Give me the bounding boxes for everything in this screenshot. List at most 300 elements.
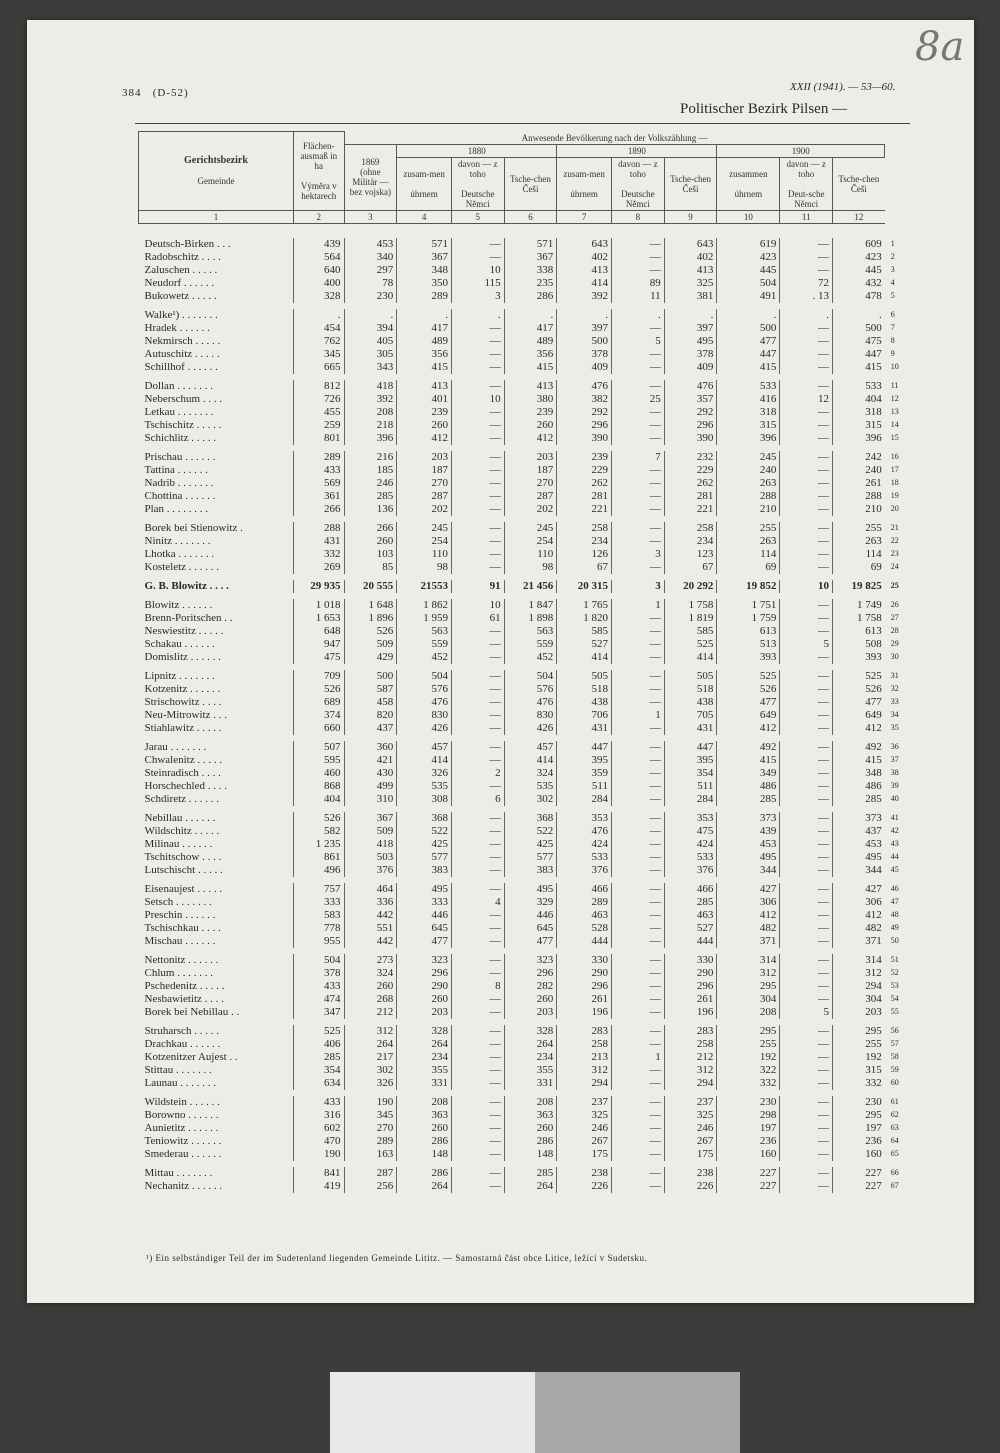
table-cell: 525 [664,638,717,651]
table-cell: 208 [344,406,397,419]
table-cell: — [780,451,833,464]
table-cell: 353 [664,812,717,825]
table-cell: 10 [451,264,504,277]
table-cell: 757 [293,883,344,896]
municipality-name: Struharsch . . . . . [144,1025,220,1037]
table-cell: 292 [557,406,612,419]
municipality-name: Launau . . . . . . . [144,1077,216,1089]
row-number: 18 [890,478,899,487]
table-cell: 477 [833,696,885,709]
row-number: 31 [890,671,899,680]
table-cell: 415 [717,754,780,767]
table-cell: 263 [717,477,780,490]
table-cell: 762 [293,335,344,348]
table-cell: — [780,864,833,877]
table-cell: — [451,864,504,877]
table-row [139,683,909,696]
table-cell: 350 [397,277,452,290]
table-row [139,419,909,432]
row-number: 52 [890,968,899,977]
table-cell: 192 [717,1051,780,1064]
table-cell: 264 [504,1180,557,1193]
table-cell: 474 [293,993,344,1006]
table-cell: 533 [833,380,885,393]
table-cell: — [451,954,504,967]
table-cell: 585 [557,625,612,638]
table-cell: — [451,825,504,838]
row-number: 42 [890,826,899,835]
municipality-name: Nechanitz . . . . . . [144,1180,223,1192]
table-cell: 527 [557,638,612,651]
table-cell: 78 [344,277,397,290]
table-cell: 363 [397,1109,452,1122]
table-cell: 356 [397,348,452,361]
table-cell: 406 [293,1038,344,1051]
table-cell: . [504,309,557,322]
table-cell: 504 [293,954,344,967]
municipality-name: Plan . . . . . . . . [144,503,209,515]
table-cell: 328 [504,1025,557,1038]
table-row [139,477,909,490]
table-cell: 367 [504,251,557,264]
table-cell: 208 [397,1096,452,1109]
table-cell: 535 [397,780,452,793]
table-cell: 314 [833,954,885,967]
table-cell: 463 [557,909,612,922]
row-number: 20 [890,504,899,513]
table-cell: — [780,967,833,980]
table-row [139,599,909,612]
table-cell: — [612,464,665,477]
table-cell: — [780,535,833,548]
table-cell: 643 [664,238,717,251]
col-number: 4 [397,210,452,223]
municipality-name: Blowitz . . . . . . [144,599,213,611]
col-number: 12 [833,210,885,223]
table-cell: 559 [397,638,452,651]
table-cell: 202 [504,503,557,516]
table-cell: — [612,419,665,432]
table-cell: 504 [504,670,557,683]
table-cell: 455 [293,406,344,419]
table-cell: 329 [504,896,557,909]
table-cell: — [451,1148,504,1161]
table-cell: 645 [504,922,557,935]
table-cell: 336 [344,896,397,909]
table-row [139,464,909,477]
row-number: 40 [890,794,899,803]
table-cell: 446 [397,909,452,922]
table-cell: 373 [717,812,780,825]
table-cell: — [612,670,665,683]
table-cell: 264 [344,1038,397,1051]
table-cell: — [780,883,833,896]
table-cell: 245 [717,451,780,464]
table-cell: 1 759 [717,612,780,625]
table-cell: — [612,825,665,838]
table-cell: 437 [833,825,885,838]
col-1869: 1869 (ohne Militär — bez vojska) [344,144,397,210]
municipality-name: Tschitschow . . . . [144,851,222,863]
table-cell: 726 [293,393,344,406]
table-cell: 486 [833,780,885,793]
table-cell: — [451,780,504,793]
table-cell: 1 751 [717,599,780,612]
table-cell: 489 [504,335,557,348]
table-cell: 576 [504,683,557,696]
table-cell: . [612,309,665,322]
table-cell: 463 [664,909,717,922]
table-cell: 294 [833,980,885,993]
table-row [139,754,909,767]
table-cell: 393 [717,651,780,664]
table-cell: 393 [833,651,885,664]
table-cell: 354 [664,767,717,780]
table-cell: — [612,1167,665,1180]
table-cell: 400 [293,277,344,290]
table-cell: 526 [833,683,885,696]
table-cell: 288 [833,490,885,503]
table-cell: 404 [293,793,344,806]
table-cell: 433 [293,464,344,477]
table-cell: 820 [344,709,397,722]
table-cell: — [780,909,833,922]
table-cell: 396 [344,432,397,445]
table-cell: — [612,1135,665,1148]
table-cell: 2 [451,767,504,780]
table-cell: 801 [293,432,344,445]
table-cell: 1 765 [557,599,612,612]
table-row [139,670,909,683]
table-row [139,980,909,993]
table-cell: 98 [504,561,557,574]
table-cell: — [451,683,504,696]
table-cell: — [780,1109,833,1122]
table-cell: 10 [451,393,504,406]
row-number: 1 [890,239,895,248]
table-cell: 1 758 [664,599,717,612]
row-number: 27 [890,613,899,622]
table-cell: — [451,1006,504,1019]
table-cell: 431 [293,535,344,548]
table-cell: 1 758 [833,612,885,625]
table-cell: 312 [557,1064,612,1077]
table-cell: 203 [504,451,557,464]
table-cell: — [451,967,504,980]
row-number: 49 [890,923,899,932]
table-cell: 260 [504,993,557,1006]
table-cell: 576 [397,683,452,696]
table-cell: 260 [344,535,397,548]
table-row [139,1077,909,1090]
table-cell: 378 [664,348,717,361]
table-cell: 7 [612,451,665,464]
table-cell: 559 [504,638,557,651]
table-cell: — [780,922,833,935]
table-cell: 438 [664,696,717,709]
municipality-name: Lhotka . . . . . . . [144,548,215,560]
table-cell: 378 [293,967,344,980]
table-cell: 5 [612,335,665,348]
table-cell: 476 [557,825,612,838]
table-cell: 295 [833,1109,885,1122]
table-cell: — [451,1038,504,1051]
table-cell: 390 [557,432,612,445]
table-cell: — [780,709,833,722]
table-cell: 187 [397,464,452,477]
table-cell: 359 [557,767,612,780]
table-row [139,1064,909,1077]
table-cell: 383 [397,864,452,877]
table-cell: 1 [612,599,665,612]
table-cell: 378 [557,348,612,361]
table-cell: — [780,361,833,374]
row-number: 39 [890,781,899,790]
table-cell: 1 653 [293,612,344,625]
table-cell: — [612,638,665,651]
table-cell: 266 [293,503,344,516]
table-cell: 355 [397,1064,452,1077]
table-cell: 665 [293,361,344,374]
table-cell: 294 [557,1077,612,1090]
table-cell: 262 [557,477,612,490]
table-cell: 397 [664,322,717,335]
table-cell: 343 [344,361,397,374]
table-cell: — [780,599,833,612]
table-cell: 452 [504,651,557,664]
table-cell: — [612,535,665,548]
table-cell: 371 [833,935,885,948]
table-cell: 424 [664,838,717,851]
table-cell: — [451,251,504,264]
table-row [139,793,909,806]
table-cell: — [612,406,665,419]
table-cell: 328 [397,1025,452,1038]
table-cell: 432 [833,277,885,290]
municipality-name: Walke¹) . . . . . . . [144,309,218,321]
table-cell: 947 [293,638,344,651]
table-cell: 1 959 [397,612,452,625]
municipality-name: Schichlitz . . . . . [144,432,216,444]
table-cell: 239 [557,451,612,464]
table-cell: 419 [293,1180,344,1193]
table-cell: 21 456 [504,580,557,593]
table-cell: 330 [557,954,612,967]
table-cell: 344 [717,864,780,877]
table-cell: 212 [664,1051,717,1064]
table-cell: 25 [612,393,665,406]
table-cell: 239 [504,406,557,419]
table-cell: 649 [717,709,780,722]
table-cell: 297 [344,264,397,277]
table-cell: 368 [504,812,557,825]
table-cell: — [612,993,665,1006]
table-cell: 442 [344,935,397,948]
table-cell: 296 [664,980,717,993]
table-cell: — [451,238,504,251]
table-cell: 1 235 [293,838,344,851]
table-cell: 268 [344,993,397,1006]
table-cell: — [612,361,665,374]
municipality-name: Kotzenitz . . . . . . [144,683,221,695]
municipality-name: Wildstein . . . . . . [144,1096,220,1108]
municipality-name: Neberschum . . . . [144,393,223,405]
table-cell: — [612,238,665,251]
table-cell: 525 [293,1025,344,1038]
table-cell: 613 [833,625,885,638]
table-row [139,935,909,948]
table-row [139,1148,909,1161]
table-cell: 500 [344,670,397,683]
table-row [139,922,909,935]
municipality-name: Stittau . . . . . . . [144,1064,212,1076]
table-cell: 258 [664,1038,717,1051]
table-row [139,251,909,264]
table-cell: 110 [397,548,452,561]
municipality-name: Brenn-Poritschen . . [144,612,233,624]
table-cell: 325 [664,277,717,290]
municipality-name: Chlum . . . . . . . [144,967,213,979]
table-cell: 315 [833,419,885,432]
table-row [139,1135,909,1148]
row-number: 53 [890,981,899,990]
table-cell: 396 [717,432,780,445]
row-number: 50 [890,936,899,945]
table-cell: 830 [397,709,452,722]
table-cell: 563 [504,625,557,638]
table-cell: 841 [293,1167,344,1180]
table-cell: 318 [717,406,780,419]
table-cell: 5 [780,638,833,651]
row-number: 38 [890,768,899,777]
table-cell: 564 [293,251,344,264]
table-row [139,741,909,754]
table-row [139,380,909,393]
municipality-name: Smederau . . . . . . [144,1148,222,1160]
table-cell: 416 [717,393,780,406]
table-cell: 260 [397,419,452,432]
table-cell: 355 [504,1064,557,1077]
table-cell: 505 [664,670,717,683]
table-cell: — [612,922,665,935]
table-cell: 98 [397,561,452,574]
table-cell: — [612,812,665,825]
row-number: 33 [890,697,899,706]
municipality-name: Hradek . . . . . . [144,322,210,334]
table-cell: 418 [344,380,397,393]
row-number: 12 [890,394,899,403]
col-number: 7 [557,210,612,223]
table-row [139,264,909,277]
table-cell: 437 [344,722,397,735]
table-cell: 262 [664,477,717,490]
table-cell: 412 [717,722,780,735]
table-cell: 563 [397,625,452,638]
table-cell: 1 [612,709,665,722]
table-cell: 240 [833,464,885,477]
table-cell: — [451,1167,504,1180]
table-cell: 234 [504,1051,557,1064]
col-1890-german: davon — z toho Deutsche Němci [612,157,665,210]
table-cell: 417 [397,322,452,335]
table-row [139,548,909,561]
table-cell: 10 [780,580,833,593]
table-cell: 500 [557,335,612,348]
table-cell: 267 [664,1135,717,1148]
municipality-name: Teniowitz . . . . . . [144,1135,222,1147]
table-cell: 270 [397,477,452,490]
row-number: 11 [890,381,899,390]
table-row [139,348,909,361]
table-cell: — [612,864,665,877]
table-cell: 348 [833,767,885,780]
municipality-name: Neswiestitz . . . . . [144,625,224,637]
table-row [139,580,909,593]
table-cell: — [780,1077,833,1090]
table-cell: — [780,651,833,664]
table-cell: 439 [717,825,780,838]
table-cell: — [612,909,665,922]
table-cell: 325 [557,1109,612,1122]
table-cell: — [780,696,833,709]
table-cell: — [612,851,665,864]
table-cell: 213 [557,1051,612,1064]
table-cell: 263 [717,535,780,548]
footnote: ¹) Ein selbständiger Teil der im Sudetenland liegenden Gemeinde Lititz. — Samostatná část obce Litice, ležící v Sudetsku. [146,1253,648,1263]
table-cell: 500 [833,322,885,335]
col-1880-total: zusam-men úhrnem [397,157,452,210]
table-cell: — [780,548,833,561]
table-cell: 330 [664,954,717,967]
table-cell: 453 [717,838,780,851]
table-cell: — [612,625,665,638]
table-cell: 227 [717,1180,780,1193]
table-cell: 19 825 [833,580,885,593]
table-cell: — [780,670,833,683]
table-cell: 382 [557,393,612,406]
table-cell: 371 [717,935,780,948]
table-cell: 239 [397,406,452,419]
table-cell: 312 [833,967,885,980]
municipality-name: Nadrib . . . . . . . [144,477,214,489]
table-cell: 354 [293,1064,344,1077]
table-cell: 89 [612,277,665,290]
table-cell: . [557,309,612,322]
table-cell: 340 [344,251,397,264]
table-cell: — [612,503,665,516]
table-cell: 533 [664,851,717,864]
municipality-name: Deutsch-Birken . . . [144,238,231,250]
table-cell: — [451,993,504,1006]
table-cell: 477 [717,696,780,709]
table-cell: 475 [293,651,344,664]
table-cell: — [612,780,665,793]
table-cell: 190 [293,1148,344,1161]
table-row [139,277,909,290]
table-cell: 525 [833,670,885,683]
table-cell: 402 [557,251,612,264]
col-number: 1 [139,210,294,223]
table-cell: — [451,522,504,535]
col-number: 3 [344,210,397,223]
table-cell: 397 [557,322,612,335]
table-cell: — [612,1109,665,1122]
col-number: 2 [293,210,344,223]
table-cell: 217 [344,1051,397,1064]
table-cell: 254 [504,535,557,548]
table-row [139,896,909,909]
row-number: 56 [890,1026,899,1035]
